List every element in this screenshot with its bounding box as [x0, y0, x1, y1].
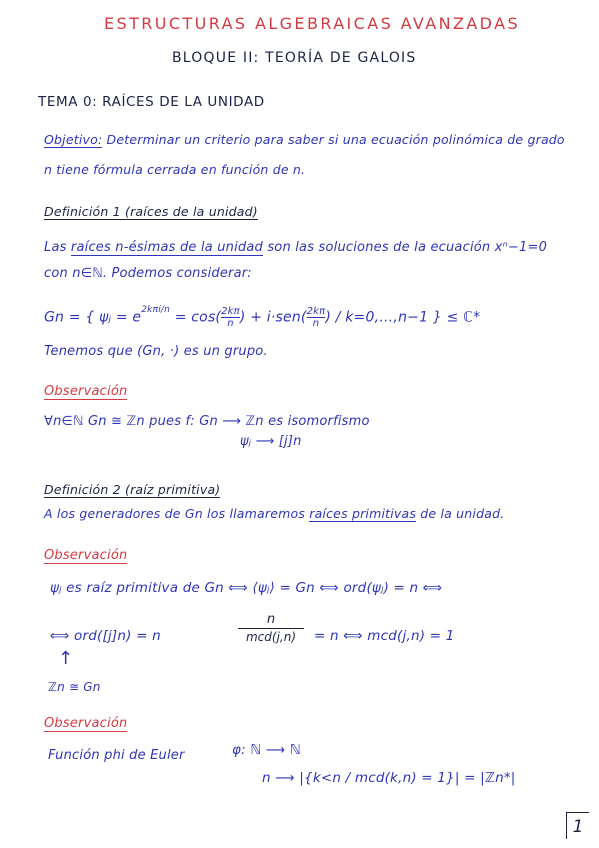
roots-of-unity-term: raíces n-ésimas de la unidad	[70, 240, 263, 255]
frac1-num: 2kπ	[221, 306, 240, 317]
objective-line-1	[44, 132, 565, 147]
gn-formula	[44, 306, 480, 329]
def1-pre: Las	[44, 240, 71, 255]
definition-1-line-2: con n∈ℕ. Podemos considerar:	[44, 266, 252, 281]
observation-1-heading: Observación	[44, 384, 128, 399]
definition-2-line	[44, 506, 504, 521]
frac2-den: n	[312, 318, 320, 329]
primitive-roots-term: raíces primitivas	[309, 506, 417, 521]
formula-mid2: ) + i·sen(	[239, 309, 307, 326]
observation-1-line-2: ψⱼ ⟶ [j]n	[240, 434, 302, 449]
definition-1-line-1	[44, 240, 547, 255]
isomorphism-note: ℤn ≅ Gn	[48, 680, 101, 694]
definition-2-heading: Definición 2 (raíz primitiva)	[44, 482, 221, 497]
fraction-denominator: mcd(j,n)	[245, 630, 297, 644]
definition-1-heading: Definición 1 (raíces de la unidad)	[44, 204, 258, 219]
frac2-num: 2kπ	[306, 306, 326, 317]
page-title: ESTRUCTURAS ALGEBRAICAS AVANZADAS	[104, 14, 521, 33]
formula-right: ) / k=0,…,n−1 } ≤ ℂ*	[325, 309, 481, 326]
formula-mid: = cos(	[170, 309, 222, 326]
page-subtitle: BLOQUE II: TEORÍA DE GALOIS	[172, 50, 417, 66]
formula-exponent: 2kπi/n	[141, 304, 171, 315]
objective-line-2: n tiene fórmula cerrada en función de n.	[44, 162, 306, 177]
def2-pre: A los generadores de Gn los llamaremos	[44, 506, 310, 521]
euler-phi-label: Función phi de Euler	[48, 748, 185, 763]
n-over-mcd-fraction	[238, 612, 304, 644]
def2-post: de la unidad.	[416, 506, 505, 521]
euler-phi-map-line-2: n ⟶ |{k<n / mcd(k,n) = 1}| = |ℤn*|	[262, 770, 516, 786]
observation-2-line-1: ψⱼ es raíz primitiva de Gn ⟺ ⟨ψⱼ⟩ = Gn ⟺ ord(ψⱼ) = n ⟺	[50, 580, 443, 596]
page-number: 1	[566, 812, 589, 839]
fraction-numerator: n	[266, 612, 276, 627]
observation-1-line-1: ∀n∈ℕ Gn ≅ ℤn pues f: Gn ⟶ ℤn es isomorfismo	[44, 414, 370, 429]
observation-2-heading: Observación	[44, 548, 128, 563]
euler-phi-map-line-1: φ: ℕ ⟶ ℕ	[232, 742, 301, 758]
formula-left: Gn = { ψⱼ = e	[44, 309, 142, 326]
def1-post: son las soluciones de la ecuación xⁿ−1=0	[263, 240, 548, 255]
up-arrow-icon: ↑	[58, 648, 74, 669]
observation-2-line-2-post: = n ⟺ mcd(j,n) = 1	[314, 628, 455, 644]
objective-text: Determinar un criterio para saber si una ecuación polinómica de grado	[102, 132, 565, 147]
group-statement: Tenemos que (Gn, ·) es un grupo.	[44, 344, 268, 359]
frac1-den: n	[227, 318, 234, 329]
objective-label: Objetivo:	[44, 132, 103, 147]
section-topic: TEMA 0: RAÍCES DE LA UNIDAD	[38, 94, 265, 110]
observation-2-line-2-pre: ⟺ ord([j]n) = n	[50, 628, 161, 644]
observation-3-heading: Observación	[44, 716, 128, 731]
fraction-bar	[238, 628, 304, 629]
